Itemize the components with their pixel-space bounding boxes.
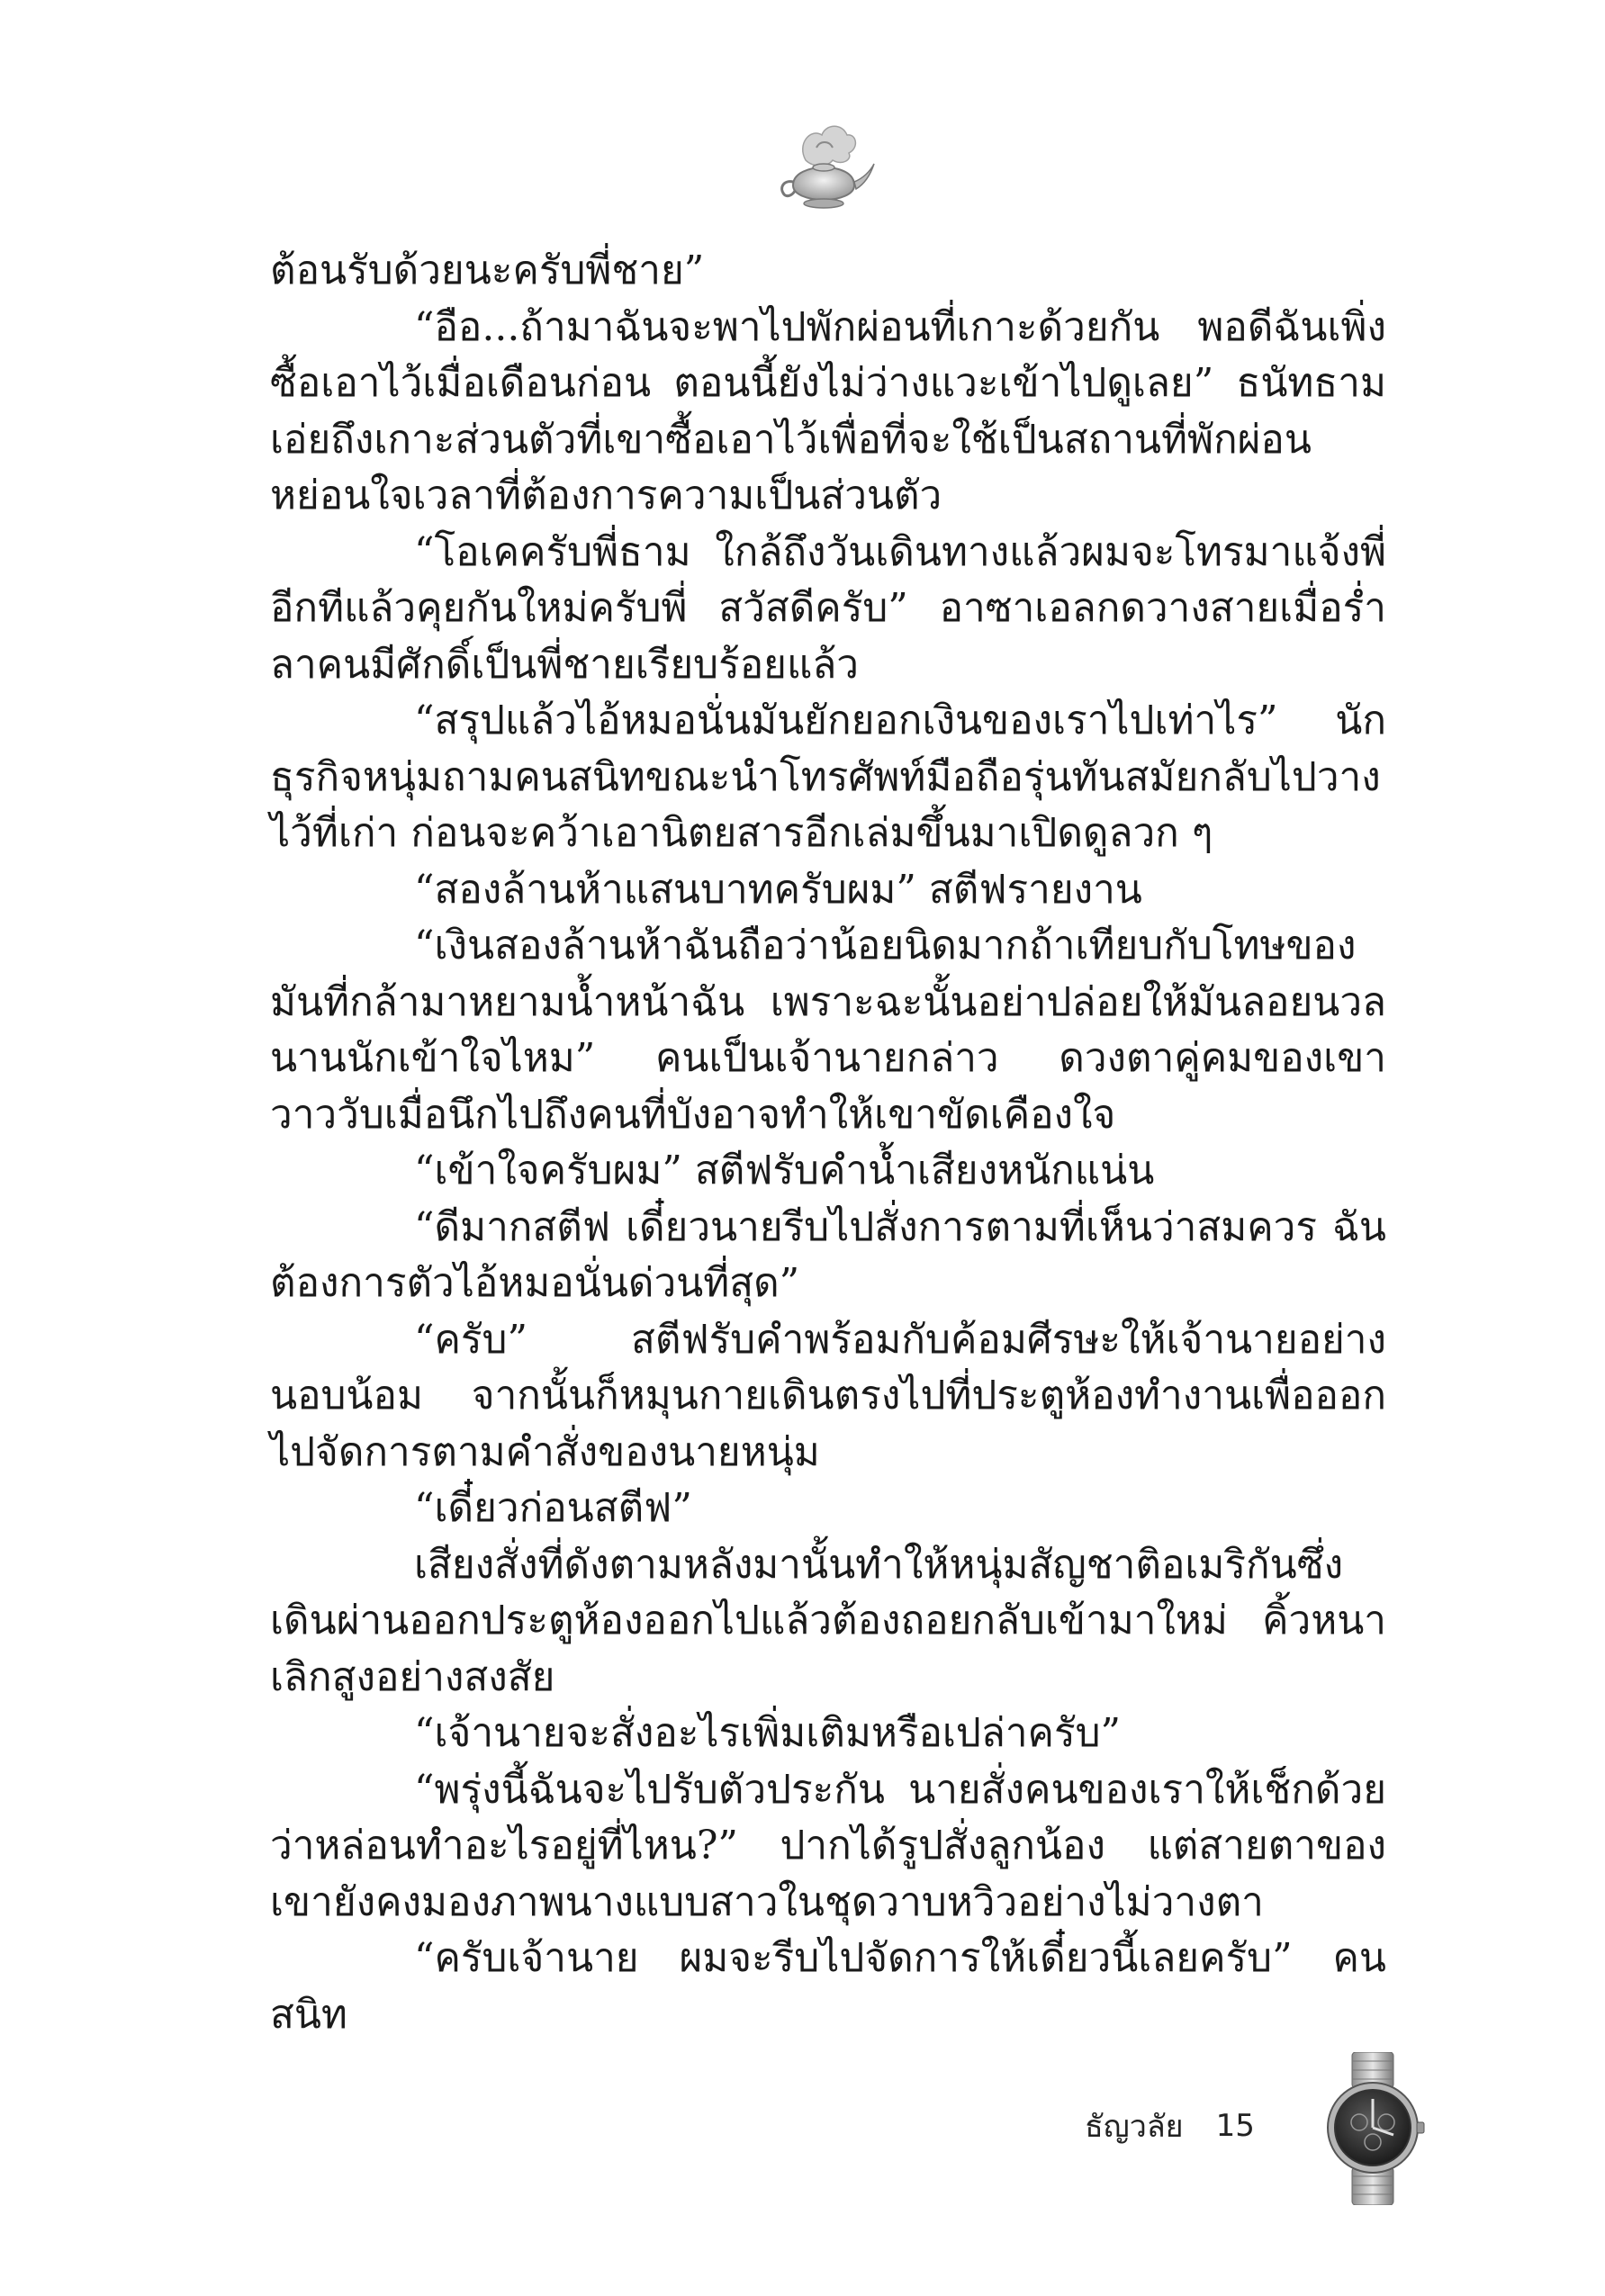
- paragraph: “ดีมากสตีฟ เดี๋ยวนายรีบไปสั่งการตามที่เห็นว่าสมควร ฉันต้องการตัวไอ้หมอนั่นด่วนที่สุด”: [270, 1203, 1386, 1306]
- paragraph: “สรุปแล้วไอ้หมอนั่นมันยักยอกเงินของเราไปเท่าไร” นักธุรกิจหนุ่มถามคนสนิทขณะนำโทรศัพท์มือถือรุ่นทันสมัยกลับไปวางไว้ที่เก่า ก่อนจะคว้าเอานิตยสารอีกเล่มขึ้นมาเปิดดูลวก ๆ: [270, 698, 1386, 856]
- paragraph: “โอเคครับพี่ธาม ใกล้ถึงวันเดินทางแล้วผมจะโทรมาแจ้งพี่อีกทีแล้วคุยกันใหม่ครับพี่ สวัสดีครับ” อาซาเอลกดวางสายเมื่อร่ำลาคนมีศักดิ์เป็นพี่ชายเรียบร้อยแล้ว: [270, 528, 1386, 688]
- wristwatch-icon: [1321, 2052, 1425, 2205]
- author-name: ธัญวลัย: [1085, 2109, 1184, 2145]
- paragraph: “เงินสองล้านห้าฉันถือว่าน้อยนิดมากถ้าเทียบกับโทษของมันที่กล้ามาหยามน้ำหน้าฉัน เพราะฉะนั้นอย่าปล่อยให้มันลอยนวลนานนักเข้าใจไหม” คนเป็นเจ้านายกล่าว ดวงตาคู่คมของเขาวาววับเมื่อนึกไปถึงคนที่บังอาจทำให้เขาขัดเคืองใจ: [270, 923, 1386, 1138]
- paragraph: “ครับ” สตีฟรับคำพร้อมกับค้อมศีรษะให้เจ้านายอย่างนอบน้อม จากนั้นก็หมุนกายเดินตรงไปที่ประตูห้องทำงานเพื่อออกไปจัดการตามคำสั่งของนายหนุ่ม: [270, 1316, 1386, 1475]
- paragraph: ต้อนรับด้วยนะครับพี่ชาย”: [270, 248, 705, 293]
- paragraph: “พรุ่งนี้ฉันจะไปรับตัวประกัน นายสั่งคนของเราให้เช็กด้วยว่าหล่อนทำอะไรอยู่ที่ไหน?” ปากได้รูปสั่งลูกน้อง แต่สายตาของเขายังคงมองภาพนางแบบสาวในชุดวาบหวิวอย่างไม่วางตา: [270, 1766, 1386, 1925]
- paragraph: เสียงสั่งที่ดังตามหลังมานั้นทำให้หนุ่มสัญชาติอเมริกันซึ่งเดินผ่านออกประตูห้องออกไปแล้วต้องถอยกลับเข้ามาใหม่ คิ้วหนาเลิกสูงอย่างสงสัย: [270, 1541, 1386, 1700]
- story-text: [270, 243, 1386, 2043]
- page-footer: [1085, 2099, 1255, 2153]
- paragraph: “สองล้านห้าแสนบาทครับผม” สตีฟรายงาน: [414, 866, 1142, 913]
- paragraph: “เข้าใจครับผม” สตีฟรับคำน้ำเสียงหนักแน่น: [414, 1148, 1155, 1193]
- paragraph: “เดี๋ยวก่อนสตีฟ”: [414, 1485, 692, 1531]
- paragraph: “ครับเจ้านาย ผมจะรีบไปจัดการให้เดี๋ยวนี้เลยครับ” คนสนิท: [270, 1935, 1386, 2038]
- paragraph: “อือ...ถ้ามาฉันจะพาไปพักผ่อนที่เกาะด้วยกัน พอดีฉันเพิ่งซื้อเอาไว้เมื่อเดือนก่อน ตอนนี้ยังไม่ว่างแวะเข้าไปดูเลย” ธนัทธามเอ่ยถึงเกาะส่วนตัวที่เขาซื้อเอาไว้เพื่อที่จะใช้เป็นสถานที่พักผ่อนหย่อนใจเวลาที่ต้องการความเป็นส่วนตัว: [270, 303, 1386, 518]
- paragraph: “เจ้านายจะสั่งอะไรเพิ่มเติมหรือเปล่าครับ”: [414, 1710, 1122, 1756]
- teapot-lamp-icon: [770, 108, 878, 216]
- page-number: 15: [1215, 2108, 1255, 2144]
